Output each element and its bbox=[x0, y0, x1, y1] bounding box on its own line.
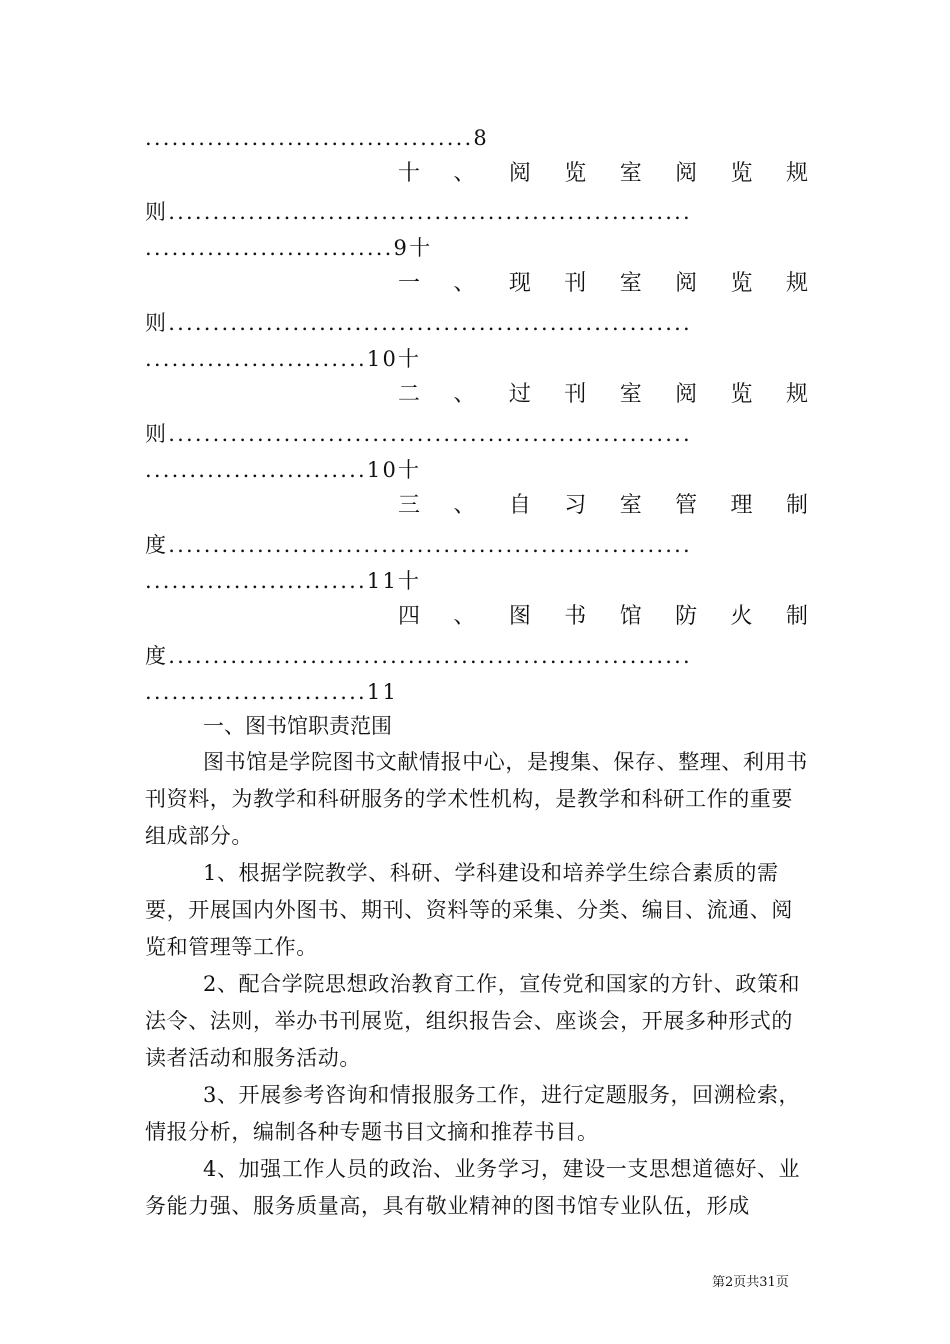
toc-entry-title: 一 、 现 刊 室 阅 览 规 bbox=[398, 271, 808, 296]
toc-line: 则........................................................... bbox=[145, 422, 692, 446]
section-heading: 一、图书馆职责范围 bbox=[203, 714, 392, 738]
toc-entry-title: 二 、 过 刊 室 阅 览 规 bbox=[398, 382, 808, 407]
body-paragraph: 图书馆是学院图书文献情报中心，是搜集、保存、整理、利用书刊资料，为教学和科研服务的学术性机构，是教学和科研工作的重要组成部分。 bbox=[145, 750, 808, 848]
toc-line: .........................10十 bbox=[145, 458, 422, 482]
toc-line: 度........................................................... bbox=[145, 644, 692, 668]
toc-entry-title: 十 、 阅 览 室 阅 览 规 bbox=[398, 161, 808, 186]
toc-line: .........................11 bbox=[145, 680, 399, 704]
toc-line: 则........................................................... bbox=[145, 311, 692, 335]
toc-line: 度........................................................... bbox=[145, 533, 692, 557]
toc-line: .........................11十 bbox=[145, 569, 422, 593]
toc-line: .........................10十 bbox=[145, 347, 422, 371]
page-number: 第2页共31页 bbox=[712, 1275, 789, 1290]
toc-entry-title: 四 、 图 书 馆 防 火 制 bbox=[398, 604, 808, 629]
body-paragraph: 2、配合学院思想政治教育工作，宣传党和国家的方针、政策和法令、法则，举办书刊展览，组织报告会、座谈会，开展多种形式的读者活动和服务活动。 bbox=[145, 972, 801, 1070]
body-paragraph: 4、加强工作人员的政治、业务学习，建设一支思想道德好、业务能力强、服务质量高，具有敬业精神的图书馆专业队伍，形成 bbox=[145, 1157, 801, 1218]
body-paragraph: 3、开展参考咨询和情报服务工作，进行定题服务，回溯检索，情报分析，编制各种专题书目文摘和推荐书目。 bbox=[145, 1083, 801, 1144]
toc-line: ............................9十 bbox=[145, 236, 433, 260]
body-paragraph: 1、根据学院教学、科研、学科建设和培养学生综合素质的需要，开展国内外图书、期刊、资料等的采集、分类、编目、流通、阅览和管理等工作。 bbox=[145, 861, 793, 959]
toc-line: .....................................8 bbox=[145, 126, 489, 150]
toc-entry-title: 三 、 自 习 室 管 理 制 bbox=[398, 493, 808, 518]
toc-line: 则........................................................... bbox=[145, 200, 692, 224]
